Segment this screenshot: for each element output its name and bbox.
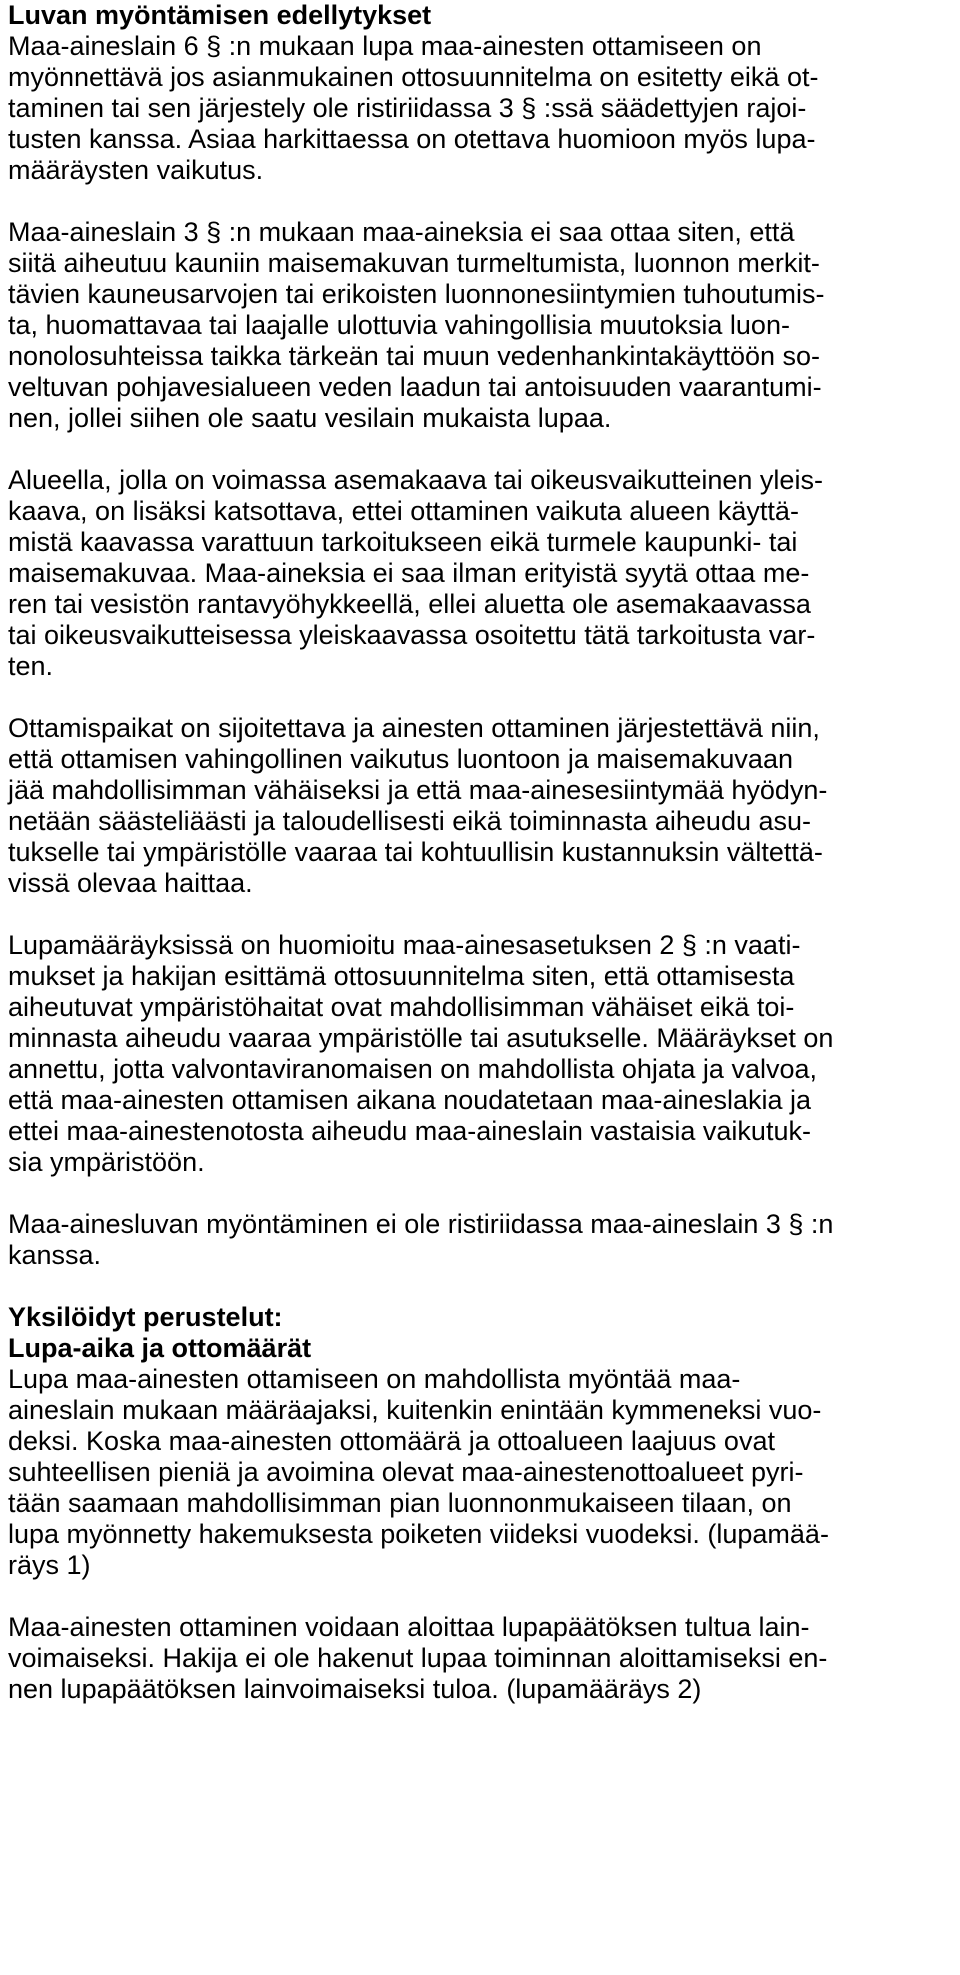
paragraph-line: ta, huomattavaa tai laajalle ulottuvia vahingollisia muutoksia luon-: [8, 310, 790, 340]
paragraph-line: tusten kanssa. Asiaa harkittaessa on otettava huomioon myös lupa-: [8, 124, 816, 154]
paragraph-gap: [8, 1271, 952, 1302]
paragraph-line: aiheutuvat ympäristöhaitat ovat mahdollisimman vähäiset eikä toi-: [8, 992, 795, 1022]
paragraph-line: Maa-ainesten ottaminen voidaan aloittaa lupapäätöksen tultua lain-: [8, 1612, 810, 1642]
paragraph-line: tukselle tai ympäristölle vaaraa tai kohtuullisin kustannuksin vältettä-: [8, 837, 823, 867]
section-heading-specific-grounds: Yksilöidyt perustelut:: [8, 1302, 283, 1332]
paragraph-line: Lupa maa-ainesten ottamiseen on mahdollista myöntää maa-: [8, 1364, 741, 1394]
paragraph-gap: [8, 434, 952, 465]
paragraph-line: tävien kauneusarvojen tai erikoisten luonnonesiintymien tuhoutumis-: [8, 279, 825, 309]
paragraph-gap: [8, 1178, 952, 1209]
document-page: [8, 0, 952, 1705]
paragraph-line: nen lupapäätöksen lainvoimaiseksi tuloa. (lupamääräys 2): [8, 1674, 702, 1704]
paragraph-line: mukset ja hakijan esittämä ottosuunnitelma siten, että ottamisesta: [8, 961, 795, 991]
paragraph-line: minnasta aiheudu vaaraa ympäristölle tai asutukselle. Määräykset on: [8, 1023, 834, 1053]
paragraph-8: [8, 1612, 952, 1705]
paragraph-line: määräysten vaikutus.: [8, 155, 264, 185]
paragraph-line: netään säästeliäästi ja taloudellisesti eikä toiminnasta aiheudu asu-: [8, 806, 811, 836]
paragraph-line: Alueella, jolla on voimassa asemakaava tai oikeusvaikutteinen yleis-: [8, 465, 823, 495]
paragraph-7: [8, 1364, 952, 1581]
paragraph-gap: [8, 1581, 952, 1612]
paragraph-line: kanssa.: [8, 1240, 102, 1270]
paragraph-line: nonolosuhteissa taikka tärkeän tai muun vedenhankintakäyttöön so-: [8, 341, 821, 371]
paragraph-line: Maa-aineslain 6 § :n mukaan lupa maa-ainesten ottamiseen on: [8, 31, 762, 61]
paragraph-line: räys 1): [8, 1550, 91, 1580]
paragraph-5: [8, 930, 952, 1178]
paragraph-gap: [8, 186, 952, 217]
paragraph-line: aineslain mukaan määräajaksi, kuitenkin enintään kymmeneksi vuo-: [8, 1395, 822, 1425]
paragraph-line: ettei maa-ainestenotosta aiheudu maa-aineslain vastaisia vaikutuk-: [8, 1116, 811, 1146]
paragraph-line: deksi. Koska maa-ainesten ottomäärä ja ottoalueen laajuus ovat: [8, 1426, 775, 1456]
paragraph-line: tai oikeusvaikutteisessa yleiskaavassa osoitettu tätä tarkoitusta var-: [8, 620, 816, 650]
paragraph-line: lupa myönnetty hakemuksesta poiketen viideksi vuodeksi. (lupamää-: [8, 1519, 829, 1549]
paragraph-line: tään saamaan mahdollisimman pian luonnonmukaiseen tilaan, on: [8, 1488, 792, 1518]
paragraph-line: että maa-ainesten ottamisen aikana noudatetaan maa-aineslakia ja: [8, 1085, 812, 1115]
paragraph-line: Ottamispaikat on sijoitettava ja ainesten ottaminen järjestettävä niin,: [8, 713, 820, 743]
paragraph-line: sia ympäristöön.: [8, 1147, 205, 1177]
paragraph-line: nen, jollei siihen ole saatu vesilain mukaista lupaa.: [8, 403, 612, 433]
paragraph-line: ren tai vesistön rantavyöhykkeellä, ellei aluetta ole asemakaavassa: [8, 589, 811, 619]
paragraph-line: vissä olevaa haittaa.: [8, 868, 253, 898]
paragraph-line: myönnettävä jos asianmukainen ottosuunnitelma on esitetty eikä ot-: [8, 62, 819, 92]
paragraph-line: veltuvan pohjavesialueen veden laadun tai antoisuuden vaarantumi-: [8, 372, 822, 402]
paragraph-line: jää mahdollisimman vähäiseksi ja että maa-ainesesiintymää hyödyn-: [8, 775, 828, 805]
paragraph-line: siitä aiheutuu kauniin maisemakuvan turmeltumista, luonnon merkit-: [8, 248, 820, 278]
paragraph-line: mistä kaavassa varattuun tarkoitukseen eikä turmele kaupunki- tai: [8, 527, 798, 557]
paragraph-line: taminen tai sen järjestely ole ristiriidassa 3 § :ssä säädettyjen rajoi-: [8, 93, 807, 123]
paragraph-line: Maa-aineslain 3 § :n mukaan maa-aineksia ei saa ottaa siten, että: [8, 217, 795, 247]
paragraph-3: [8, 465, 952, 682]
paragraph-line: maisemakuvaa. Maa-aineksia ei saa ilman erityistä syytä ottaa me-: [8, 558, 810, 588]
paragraph-gap: [8, 899, 952, 930]
paragraph-line: Maa-ainesluvan myöntäminen ei ole ristiriidassa maa-aineslain 3 § :n: [8, 1209, 834, 1239]
paragraph-1: [8, 31, 952, 186]
section-heading-permit-conditions: Luvan myöntämisen edellytykset: [8, 0, 432, 30]
paragraph-4: [8, 713, 952, 899]
paragraph-line: että ottamisen vahingollinen vaikutus luontoon ja maisemakuvaan: [8, 744, 793, 774]
paragraph-line: suhteellisen pieniä ja avoimina olevat maa-ainestenottoalueet pyri-: [8, 1457, 804, 1487]
paragraph-2: [8, 217, 952, 434]
paragraph-line: Lupamääräyksissä on huomioitu maa-ainesasetuksen 2 § :n vaati-: [8, 930, 801, 960]
paragraph-line: voimaiseksi. Hakija ei ole hakenut lupaa toiminnan aloittamiseksi en-: [8, 1643, 828, 1673]
subheading-permit-period: Lupa-aika ja ottomäärät: [8, 1333, 312, 1363]
paragraph-line: kaava, on lisäksi katsottava, ettei ottaminen vaikuta alueen käyttä-: [8, 496, 799, 526]
paragraph-line: ten.: [8, 651, 54, 681]
paragraph-line: annettu, jotta valvontaviranomaisen on mahdollista ohjata ja valvoa,: [8, 1054, 817, 1084]
paragraph-gap: [8, 682, 952, 713]
paragraph-6: [8, 1209, 952, 1271]
